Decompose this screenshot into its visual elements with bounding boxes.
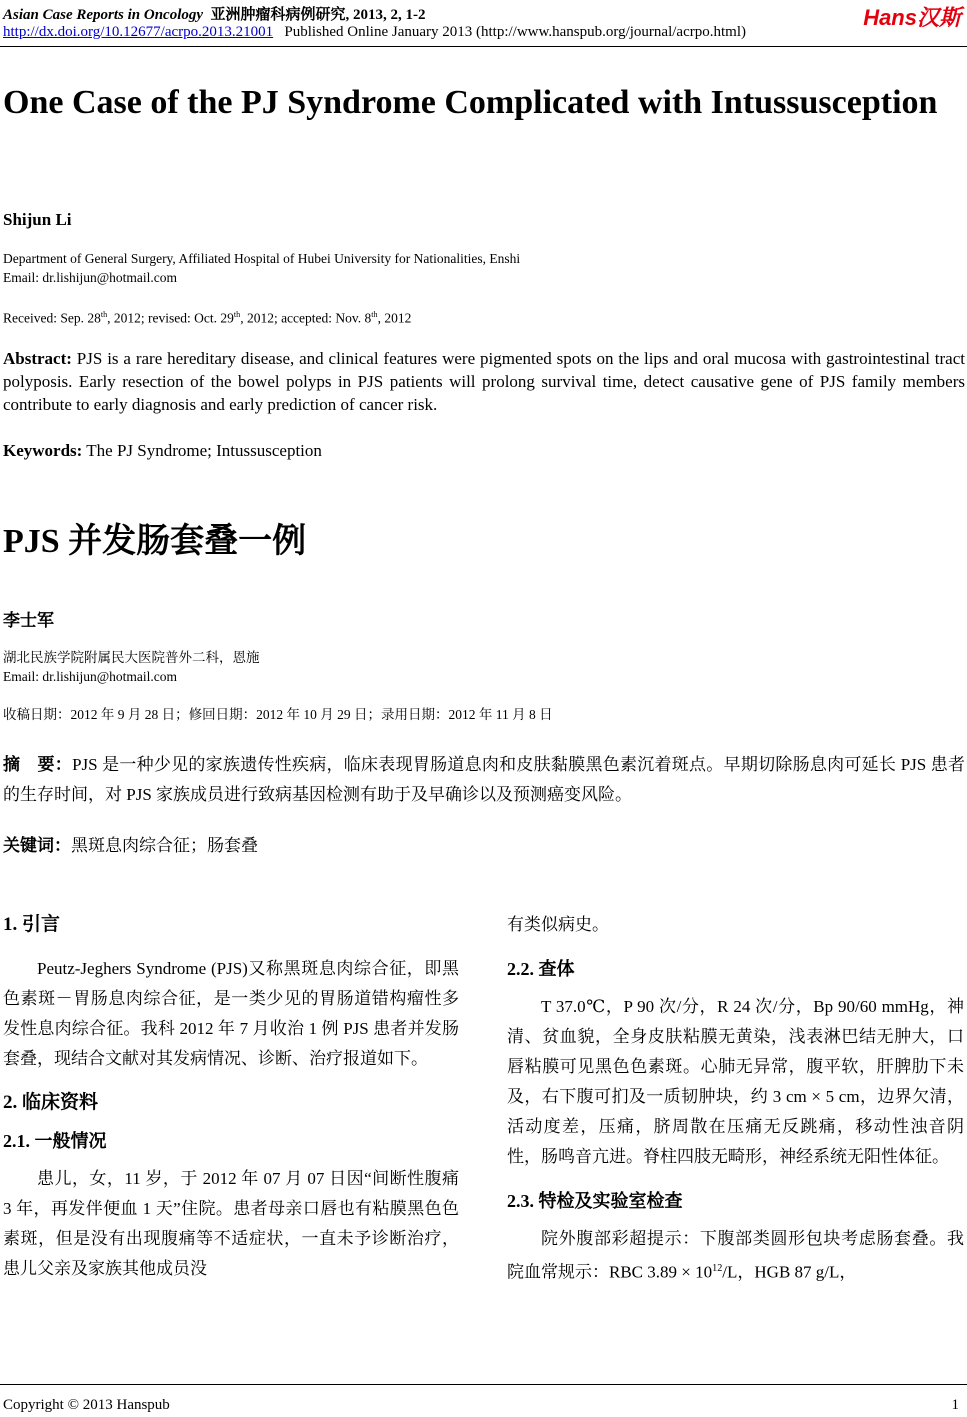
left-column [3, 910, 459, 1284]
abstract-cn [3, 750, 965, 810]
copyright: Copyright © 2013 Hanspub [3, 1397, 170, 1413]
abstract [3, 347, 965, 416]
intro-paragraph: Peutz-Jeghers Syndrome (PJS)又称黑斑息肉综合征，即黑色素斑－胃肠息肉综合征，是一类少见的胃肠道错构瘤性多发性息肉综合征。我科 2012 年 7 月收治 1 例 PJS 患者并发肠套叠，现结合文献对其发病情况、诊断、治疗报道如下。 [3, 959, 459, 1068]
lab-paragraph: 院外腹部彩超提示：下腹部类圆形包块考虑肠套叠。我院血常规示：RBC $3.89 \times 10^{12}/L$，HGB 87 g/L， [507, 1229, 964, 1282]
header-rule [0, 46, 967, 47]
subsection-heading-lab: 2.3. 特检及实验室检查 [507, 1191, 683, 1211]
keywords-text-cn: 黑斑息肉综合征；肠套叠 [71, 836, 258, 855]
paper-title: One Case of the PJ Syndrome Complicated with Intussusception [3, 84, 938, 121]
affiliation-cn: 湖北民族学院附属民大医院普外二科，恩施 [3, 650, 260, 665]
affiliation: Department of General Surgery, Affiliated Hospital of Hubei University for Nationalities, Enshi [3, 251, 521, 266]
abstract-text-cn: PJS 是一种少见的家族遗传性疾病，临床表现胃肠道息肉和皮肤黏膜黑色素沉着斑点。早期切除肠息肉可延长 PJS 患者的生存时间，对 PJS 家族成员进行致病基因检测有助于及早确诊以及预测癌变风险。 [3, 755, 965, 804]
general-paragraph: 患儿，女，11 岁，于 2012 年 07 月 07 日因“间断性腹痛 3 年，再发伴便血 1 天”住院。患者母亲口唇也有粘膜黑色色素斑，但是没有出现腹痛等不适症状，一直未予诊断治疗，患儿父亲及家族其他成员没 [3, 1169, 459, 1278]
paper-title-cn: PJS 并发肠套叠一例 [3, 523, 307, 560]
author-name: Shijun Li [3, 210, 72, 229]
running-header-journal [3, 3, 426, 24]
author-name-cn: 李士军 [3, 611, 54, 631]
continued-text: 有类似病史。 [507, 915, 609, 934]
subsection-heading-general: 2.1. 一般情况 [3, 1131, 107, 1151]
section-heading-clinical: 2. 临床资料 [3, 1092, 99, 1113]
keywords-cn [3, 834, 965, 857]
published-online: Published Online January 2013 (http://www.hanspub.org/journal/acrpo.html) [284, 24, 746, 40]
received-dates-cn: 收稿日期：2012 年 9 月 28 日；修回日期：2012 年 10 月 29 日；录用日期：2012 年 11 月 8 日 [3, 707, 553, 722]
running-header-doi-line [3, 24, 746, 41]
hans-logo: Hans汉斯 [863, 5, 961, 30]
subsection-heading-exam: 2.2. 查体 [507, 959, 575, 979]
footer-rule [0, 1384, 967, 1385]
section-heading-intro: 1. 引言 [3, 914, 61, 935]
keywords-label: Keywords: [3, 441, 83, 460]
abstract-text: PJS is a rare hereditary disease, and clinical features were pigmented spots on the lips and oral mucosa with gastrointestinal tract polyposis. Early resection of the bowel polyps in PJS patients will prolong survival time, detect causative gene of PJS family members contribute to early diagnosis and early prediction of cancer risk. [3, 349, 965, 414]
right-column [507, 910, 964, 1288]
page-number: 1 [951, 1397, 959, 1413]
journal-name-cn: 亚洲肿瘤科病例研究, 2013, 2, 1-2 [210, 7, 426, 23]
keywords-text: The PJ Syndrome; Intussusception [82, 441, 322, 460]
email-cn: Email: dr.lishijun@hotmail.com [3, 669, 178, 684]
email: Email: dr.lishijun@hotmail.com [3, 270, 178, 285]
exam-paragraph: T 37.0℃，P 90 次/分，R 24 次/分，Bp 90/60 mmHg，神清、贫血貌，全身皮肤粘膜无黄染，浅表淋巴结无肿大，口唇粘膜可见黑色色素斑。心肺无异常，腹平软，肝脾肋下未及，右下腹可扪及一质韧肿块，约 3 cm × 5 cm，边界欠清，活动度差，压痛，脐周散在压痛无反跳痛，移动性浊音阴性，肠鸣音亢进。脊柱四肢无畸形，神经系统无阳性体征。 [507, 997, 964, 1166]
abstract-label: Abstract: [3, 349, 72, 368]
abstract-label-cn: 摘 要： [3, 755, 73, 774]
keywords-label-cn: 关键词： [3, 836, 71, 855]
doi-link[interactable]: http://dx.doi.org/10.12677/acrpo.2013.21001 [3, 24, 274, 40]
journal-name: Asian Case Reports in Oncology [3, 7, 204, 23]
keywords [3, 439, 965, 462]
received-dates: Received: Sep. 28th, 2012; revised: Oct. 29th, 2012; accepted: Nov. 8th, 2012 [3, 310, 412, 326]
